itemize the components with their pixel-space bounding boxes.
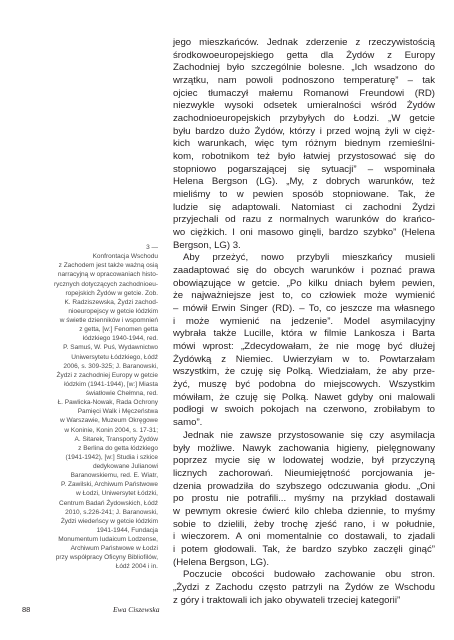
text-line: Zachodniej było szczególnie bolesne. „Ich wsadzono do	[173, 62, 435, 74]
footnote-line: z Berlina do getta łódzkiego	[78, 444, 158, 452]
footnote-line: łódzkiego 1940-1944, red.	[82, 335, 158, 343]
text-line: niezwykle wysoki odsetek umieralności wśród Żydów	[173, 100, 435, 112]
footnote	[6, 243, 158, 572]
text-line: kom, robotnikom też było łatwiej przystosować się do	[173, 151, 435, 163]
text-line: sobie to dzielili, żeby trochę zjeść rano, i w południe,	[173, 518, 435, 530]
footnote-line: narracyjną w opracowaniach histo-	[57, 271, 158, 279]
footnote-line: Żydzi wiedeńscy w getcie łódzkim	[60, 517, 158, 525]
footnote-line: Archiwum Państwowe w Łodzi	[70, 545, 158, 553]
text-line: dzenia prowadziła do szybszego odczuwania głodu. „Oni	[173, 480, 435, 492]
text-line: były możliwe. Nawyk zachowania higieny, pielęgnowany	[173, 442, 435, 454]
text-line: Żydówką z Niemiec. Uwierzyłam w to. Powtarzałam	[173, 353, 435, 365]
text-line: kich warunkach, więc tym różnym biednym rzemieślni-	[173, 138, 435, 150]
text-line: żyć, muszę być podobna do miejscowych. Wszystkim	[173, 379, 435, 391]
text-line: ojciec tłumaczył małemu Romanowi Freundowi (RD)	[173, 87, 435, 99]
text-line: poprzez mycie się w lodowatej wodzie, był przyczyną	[173, 455, 435, 467]
text-line: ludzie się adaptowali. Natomiast ci zachodni Żydzi	[173, 201, 435, 213]
text-line: wo ciężkich. I oni masowo ginęli, bardzo szybko” (Helena	[173, 227, 435, 239]
footnote-line: P. Zawilski, Archiwum Państwowe	[60, 481, 158, 489]
text-line: mówiłam, że czuję się Polką. Nawet gdyby oni malowali	[173, 391, 435, 403]
text-line: samo”.	[173, 417, 203, 429]
footnote-line: z Zachodem jest także ważną osią	[58, 262, 158, 270]
footnote-line: przy współpracy Oficyny Bibliofilów,	[55, 554, 158, 562]
running-footer-author: Ewa Ciszewska	[113, 605, 160, 614]
text-line: zaadaptować się do obcych warunków i poznać prawa	[173, 265, 435, 277]
footnote-line: A. Sitarek, Transporty Żydów	[74, 435, 158, 443]
footnote-line: z getta, [w:] Fenomen getta	[79, 326, 158, 334]
footnote-line: w świetle dzienników i wspomnień	[59, 317, 158, 324]
footnote-line: Żydzi z zachodniej Europy w getcie	[56, 371, 158, 379]
footnote-line: Konfrontacja Wschodu	[92, 253, 158, 261]
text-line: Jednak nie zawsze przystosowanie się czy asymilacja	[183, 429, 435, 441]
text-line: mieliśmy to w pewien sposób stopniowane. Tak, że	[173, 189, 435, 201]
text-line: i potem głodowali. Tak, że bardzo szybko zaczęli ginąć”	[173, 543, 435, 555]
footnote-line: nioeuropejscy w getcie łódzkim	[68, 307, 158, 315]
footnote-line: światłowie Chełmna, red.	[85, 390, 158, 397]
text-line: mówi wprost: „Zdecydowałam, że nie mogę być dłużej	[173, 341, 435, 353]
text-line: z góry i traktowali ich jako obywateli trzeciej kategorii”	[173, 594, 401, 606]
footnote-line: P. Samuś, W. Puś, Wydawnictwo	[63, 344, 158, 352]
page-number: 88	[22, 605, 31, 614]
text-line: Poczucie obcości budowało zachowanie obu stron.	[183, 569, 435, 581]
text-line: stopniowo pogarszającej się sytuacji” – wspominała	[173, 163, 435, 175]
footnote-number: 3 —	[146, 244, 158, 251]
text-line: – mówił Erwin Singer (RD). – To, co jeszcze ma własnego	[173, 303, 435, 315]
footnote-line: Pamięci Walk i Męczeństwa	[77, 408, 158, 416]
footnote-line: 1941-1944, Fundacja	[96, 526, 158, 534]
main-text-column	[173, 37, 435, 607]
text-line: wybrała także Lucille, która w filmie Lankosza i Barta	[173, 328, 435, 340]
footnote-line: Centrum Badań Żydowskich, Łódź	[59, 499, 158, 507]
text-line: zachodnioeuropejskich przybyłych do Łodzi. „W getcie	[173, 113, 435, 125]
text-line: podłogi w swoich pokojach na czerwono, zrobiłabym to	[173, 404, 435, 416]
text-line: Bergson, LG) 3.	[173, 239, 241, 251]
footnote-line: Ł. Pawlicka-Nowak, Rada Ochrony	[57, 399, 158, 407]
text-line: i może wymienić na jedzenie”. Model asymilacyjny	[173, 315, 435, 327]
footnote-line: Uniwersytetu Łódzkiego, Łódź	[71, 353, 158, 361]
text-line: byłu bardzo dużo Żydów, którzy i przed wojną żyli w cięż-	[173, 125, 435, 137]
footnote-line: K. Radziszewska, Żydzi zachod-	[64, 298, 158, 306]
text-line: (Helena Bergson, LG).	[173, 556, 269, 568]
text-line: „Żydzi z Zachodu często patrzyli na Żydów ze Wschodu	[173, 581, 435, 593]
footnote-line: 2010, s.226-241; J. Baranowski,	[65, 508, 158, 516]
footnote-line: (1941-1942), [w:] Studia i szkice	[65, 453, 158, 461]
text-line: obowiązujące w getcie. „Po kilku dniach byłem pewien,	[173, 277, 435, 289]
footnote-line: w Łodzi, Uniwersytet Łódzki,	[75, 490, 158, 498]
text-line: Helena Bergson (LG). „My, z dobrych warunków, też	[173, 176, 435, 188]
text-line: przyjechali od razu z normalnych warunków do krańco-	[173, 214, 435, 226]
text-line: i wieczorem. A oni momentalnie co dostawali, to zjadali	[173, 531, 435, 543]
text-line: jego mieszkańców. Jednak zderzenie z rzeczywistością	[173, 37, 435, 48]
footnote-line: łódzkim (1941-1944), [w:] Miasta	[64, 380, 158, 388]
text-line: w pewnym okresie ćwierć kilo chleba dziennie, to myśmy	[173, 505, 435, 517]
footnote-line: Łódź 2004 i in.	[115, 563, 158, 571]
footnote-line: w Warszawie, Muzeum Okręgowe	[59, 417, 158, 425]
footnote-line: Monumentum Iudaicum Lodzense,	[58, 536, 158, 543]
footnote-line: ropejskich Żydów w getcie. Zob.	[65, 289, 158, 297]
footnote-line: 2006, s. 309-325; J. Baranowski,	[63, 362, 158, 370]
text-line: Aby przeżyć, nowo przybyli mieszkańcy musieli	[183, 252, 435, 264]
footnote-line: rycznych dotyczących zachodnioeu-	[53, 280, 158, 288]
text-line: po prostu nie potrafili... myśmy na przykład dostawali	[173, 493, 435, 505]
footnote-line: w Koninie, Konin 2004, s. 17-31;	[64, 426, 158, 434]
footnote-line: Baranowskiemu, red. E. Wiatr,	[70, 472, 158, 480]
text-line: że najważniejsze jest to, co człowiek może wymienić	[173, 290, 435, 302]
text-line: środkowoeuropejskiego getta dla Żydów z Europy	[173, 49, 435, 61]
footnote-line: dedykowane Julianowi	[92, 463, 158, 470]
text-line: wrzątku, nam powoli podnoszono temperaturę” – tak	[173, 75, 435, 87]
text-line: wszystkim, że czuję się Polką. Wiedziałam, że aby prze-	[173, 366, 435, 378]
text-line: licznych zachorowań. Nieumiejętność porcjowania je-	[173, 467, 435, 479]
